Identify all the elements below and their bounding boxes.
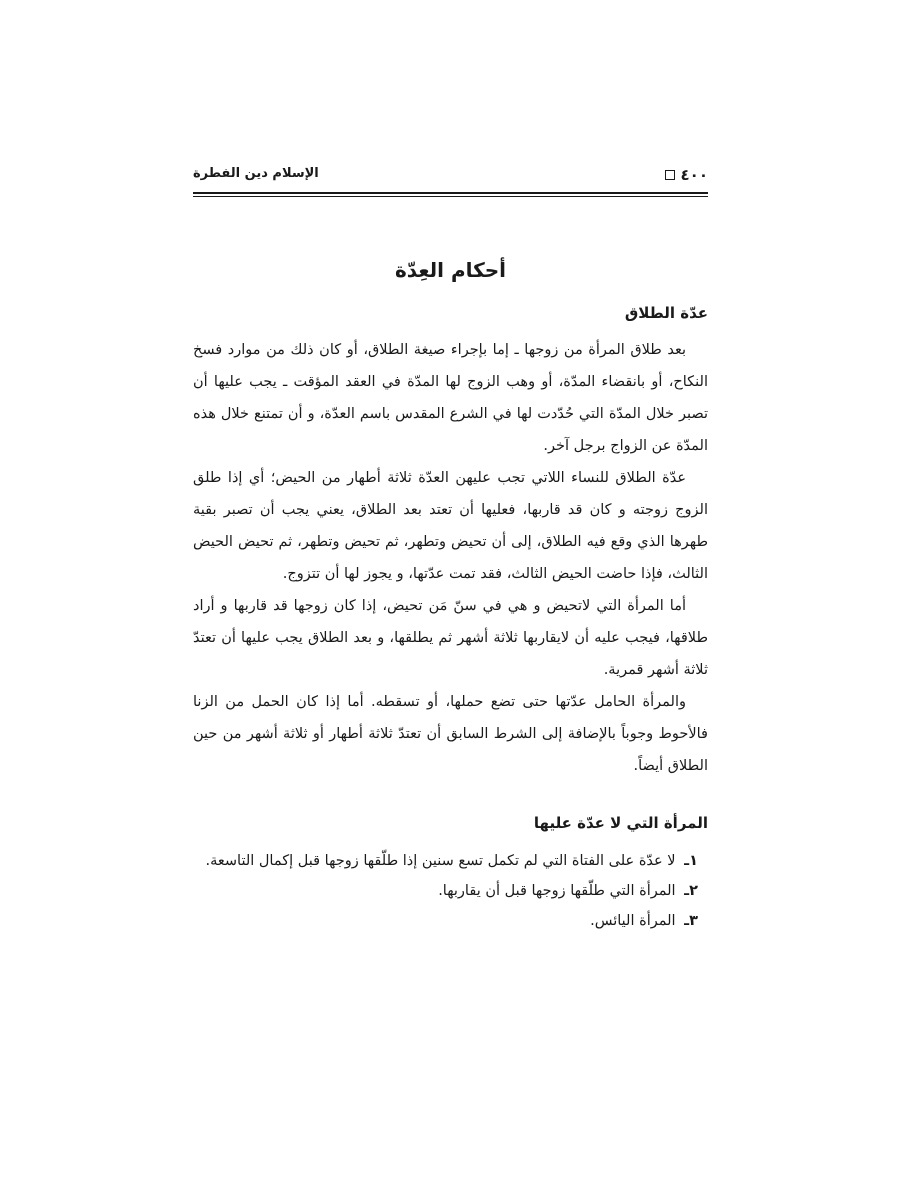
exemptions-list xyxy=(193,846,708,936)
paragraph: بعد طلاق المرأة من زوجها ـ إما بإجراء صيغة الطلاق، أو كان ذلك من موارد فسخ النكاح، أو بانقضاء المدّة، أو وهب الزوج لها المدّة في العقد المؤقت ـ يجب عليها أن تصبر خلال المدّة التي حُدّدت لها في الشرع المقدس باسم العدّة، و أن تمتنع خلال هذه المدّة عن الزواج برجل آخر. xyxy=(193,342,708,454)
list-item-text: المرأة اليائس. xyxy=(590,913,676,929)
list-item xyxy=(193,906,698,936)
paragraph: أما المرأة التي لاتحيض و هي في سنّ مَن تحيض، إذا كان زوجها قد قاربها و أراد طلاقها، فيجب عليه أن لايقاربها ثلاثة أشهر ثم يطلقها، و بعد الطلاق يجب عليها أن تعتدّ ثلاثة أشهر قمرية. xyxy=(193,598,708,678)
list-item-text: المرأة التي طلّقها زوجها قبل أن يقاربها. xyxy=(438,883,676,899)
list-item xyxy=(193,846,698,876)
page-content xyxy=(193,258,708,936)
page-number: ٤٠٠ xyxy=(680,166,708,184)
list-item-number: ١ـ xyxy=(684,853,698,869)
header-divider-thin xyxy=(193,196,708,197)
square-icon xyxy=(665,170,675,180)
list-item-number: ٢ـ xyxy=(684,883,698,899)
book-title: الإسلام دين الفطرة xyxy=(193,166,319,181)
header-divider xyxy=(193,192,708,194)
list-item-number: ٣ـ xyxy=(684,913,698,929)
running-head xyxy=(193,166,708,188)
section-title-no-waiting: المرأة التي لا عدّة عليها xyxy=(533,814,708,832)
chapter-title: أحكام العِدّة xyxy=(394,258,507,282)
paragraph: والمرأة الحامل عدّتها حتى تضع حملها، أو تسقطه. أما إذا كان الحمل من الزنا فالأحوط وجوباً بالإضافة إلى الشرط السابق أن تعتدّ ثلاثة أطهار أو ثلاثة أشهر من حين الطلاق أيضاً. xyxy=(193,694,708,774)
list-item xyxy=(193,876,698,906)
page-number-block xyxy=(665,166,708,184)
paragraph: عدّة الطلاق للنساء اللاتي تجب عليهن العدّة ثلاثة أطهار من الحيض؛ أي إذا طلق الزوج زوجته و كان قد قاربها، فعليها أن تعتد بعد الطلاق، يعني يجب أن تصبر بقية طهرها الذي وقع فيه الطلاق، إلى أن تحيض وتطهر، ثم تحيض وتطهر، ثم تحيض الحيض الثالث، فإذا حاضت الحيض الثالث، فقد تمت عدّتها، و يجوز لها أن تتزوج. xyxy=(193,470,708,582)
section-title-divorce-waiting: عدّة الطلاق xyxy=(624,304,708,322)
list-item-text: لا عدّة على الفتاة التي لم تكمل تسع سنين إذا طلّقها زوجها قبل إكمال التاسعة. xyxy=(205,853,676,869)
